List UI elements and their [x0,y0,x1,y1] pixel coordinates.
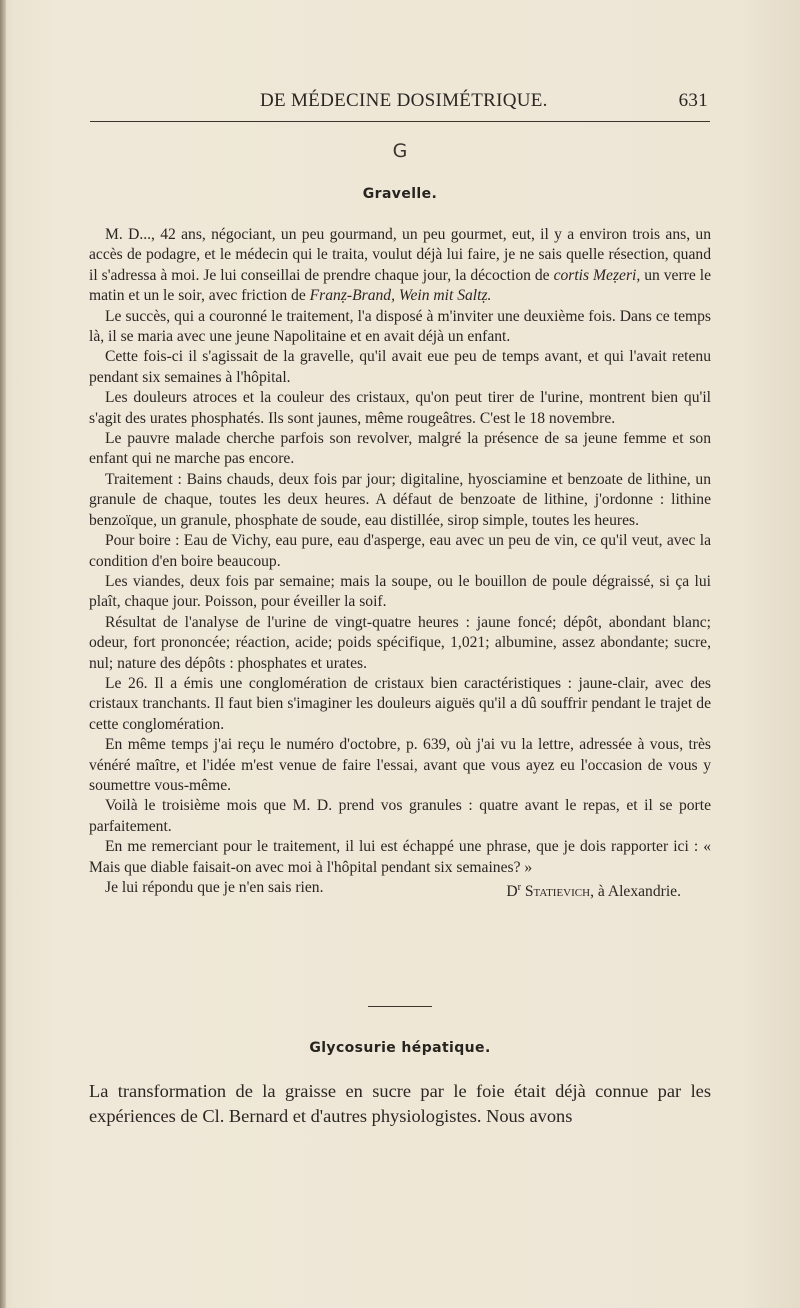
paragraph: Le pauvre malade cherche parfois son revolver, malgré la présence de sa jeune femme et son enfant qui ne marche pas encore. [89,430,711,468]
paragraph: Les douleurs atroces et la couleur des cristaux, qu'on peut tirer de l'urine, montrent bien qu'il s'agit des urates phosphatés. Ils sont jaunes, même rougeâtres. C'est le 18 novembre. [89,389,711,427]
german-term: Franẓ-Brand, Wein mit Saltẓ. [309,287,492,305]
header-rule [90,121,710,122]
paragraph: Voilà le troisième mois que M. D. prend vos granules : quatre avant le repas, et il se porte parfaitement. [89,797,711,835]
page-number: 631 [678,90,708,111]
article-body-gravelle [89,225,711,903]
paragraph: Cette fois-ci il s'agissait de la gravelle, qu'il avait eue peu de temps avant, et qui l'avait retenu pendant six semaines à l'hôpital. [89,348,711,386]
running-title: DE MÉDECINE DOSIMÉTRIQUE. [260,90,548,111]
paragraph: Pour boire : Eau de Vichy, eau pure, eau d'asperge, eau avec un peu de vin, ce qu'il veut, avec la condition d'en boire beaucoup. [89,532,711,570]
latin-term: cortis Meẓeri, [553,266,641,284]
closing-sentence: Je lui répondu que je n'en sais rien. [105,879,324,896]
closing-line [89,878,711,903]
article-body-glycosurie [89,1079,711,1129]
signature: $D^r$ Statievich, à Alexandrie. [506,882,681,901]
page-header [88,90,708,116]
author-name: Statievich [524,883,591,901]
paragraph: Les viandes, deux fois par semaine; mais la soupe, ou le bouillon de poule dégraissé, si ça lui plaît, chaque jour. Poisson, pour éveiller la soif. [89,572,711,611]
paragraph: Résultat de l'analyse de l'urine de vingt-quatre heures : jaune foncé; dépôt, abondant blanc; odeur, fort prononcée; réaction, acide; poids spécifique, 1,021; albumine, assez abondante; sucre, nul; nature des dépôts : phosphates et urates. [89,613,711,672]
paragraph: M. D..., 42 ans, négociant, un peu gourmand, un peu gourmet, eut, il y a environ trois ans, un accès de podagre, et le médecin qui le traita, voulut déjà lui faire, je ne sais quelle résection, quand il s'adressa à moi. Je lui conseillai de prendre chaque jour, la décoction de cortis Meẓeri, un verre le matin et un le soir, avec friction de Franẓ-Brand, Wein mit Saltẓ. [89,226,711,305]
section-letter: G [392,140,408,162]
paragraph: La transformation de la graisse en sucre par le foie était déjà connue par les expériences de Cl. Bernard et d'autres physiologistes. Nous avons [89,1081,711,1126]
paragraph: En me remerciant pour le traitement, il lui est échappé une phrase, que je dois rapporter ici : « Mais que diable faisait-on avec moi à l'hôpital pendant six semaines? » [89,838,711,876]
section-title-gravelle: Gravelle. [362,186,438,202]
paragraph: En même temps j'ai reçu le numéro d'octobre, p. 639, où j'ai vu la lettre, adressée à vous, très vénéré maître, et l'idée m'est venue de faire l'essai, avant que vous ayez eu l'occasion de vous y soumettre vous-même. [89,736,711,794]
paragraph: Le 26. Il a émis une conglomération de cristaux bien caractéristiques : jaune-clair, avec des cristaux tranchants. Il faut bien s'imaginer les douleurs aiguës qu'il a dû souffrir pendant le trajet de cette conglomération. [89,674,711,733]
section-divider [368,1006,432,1007]
paragraph: Traitement : Bains chauds, deux fois par jour; digitaline, hyosciamine et benzoate de lithine, un granule de chaque, toutes les deux heures. A défaut de benzoate de lithine, j'ordonne : lithine benzoïque, un granule, phosphate de soude, eau distillée, sirop simple, toutes les heures. [89,470,711,529]
paragraph: Le succès, qui a couronné le traitement, l'a disposé à m'inviter une deuxième fois. Dans ce temps là, il se maria avec une jeune Napolitaine et en avait déjà un enfant. [89,307,711,346]
section-title-glycosurie: Glycosurie hépatique. [309,1040,491,1056]
